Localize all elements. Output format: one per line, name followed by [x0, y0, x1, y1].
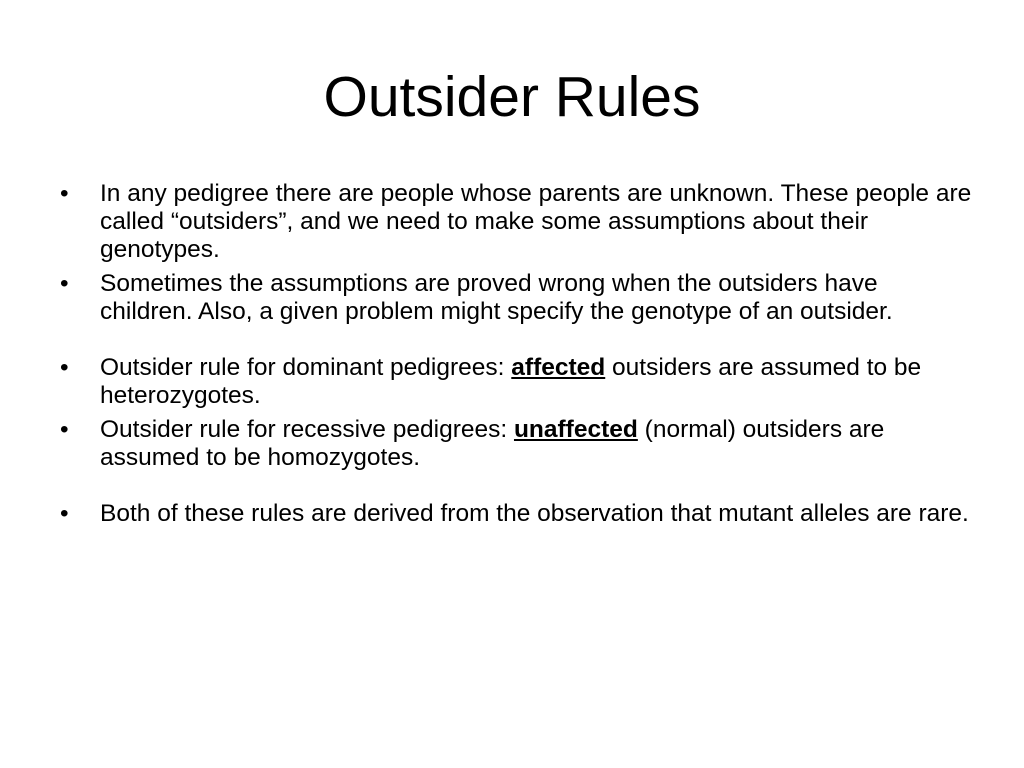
bullet-item: [56, 180, 976, 264]
bullet-text: Both of these rules are derived from the observation that mutant alleles are rare.: [100, 500, 969, 527]
emphasis-unaffected: unaffected: [513, 416, 638, 443]
bullet-marker: •: [60, 500, 69, 527]
bullet-marker: •: [60, 354, 69, 381]
bullet-marker: •: [60, 416, 69, 443]
bullet-marker: •: [60, 270, 69, 297]
bullet-text: In any pedigree there are people whose parents are unknown. These people are called “outsiders”, and we need to make some assumptions about their genotypes.: [100, 180, 972, 263]
bullet-text-after: (normal) outsiders are assumed to be homozygotes.: [100, 416, 885, 471]
slide-title: Outsider Rules: [323, 65, 701, 129]
bullet-item: [56, 500, 976, 528]
bullet-list: [56, 180, 976, 534]
bullet-text-after: outsiders are assumed to be heterozygotes.: [100, 354, 922, 409]
bullet-item: [56, 354, 976, 410]
bullet-text: Sometimes the assumptions are proved wrong when the outsiders have children. Also, a given problem might specify the genotype of an outsider.: [100, 270, 893, 325]
bullet-item: [56, 270, 976, 326]
emphasis-affected: affected: [511, 354, 606, 381]
bullet-marker: •: [60, 180, 69, 207]
bullet-text-before: Outsider rule for dominant pedigrees:: [100, 354, 512, 381]
bullet-item: [56, 416, 976, 472]
bullet-text-before: Outsider rule for recessive pedigrees:: [100, 416, 514, 443]
